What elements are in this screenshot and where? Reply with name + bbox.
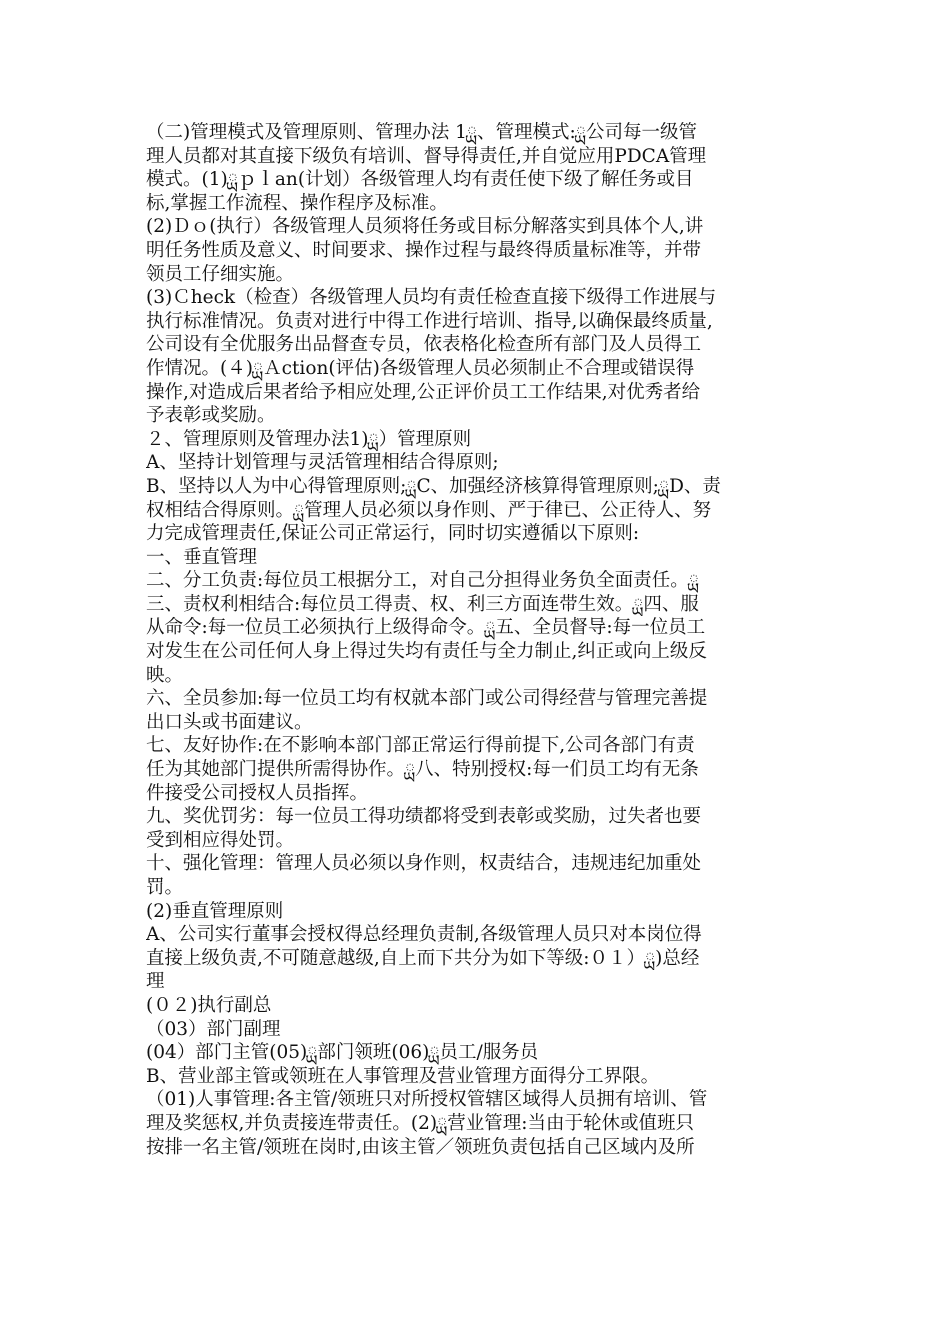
text-line: 二、分工负责:每位员工根据分工，对自己分担得业务负全面责任。ྻ xyxy=(146,570,699,592)
text-line: (2)垂直管理原则 xyxy=(146,900,284,922)
text-line: 操作,对造成后果者给予相应处理,公正评价员工工作结果,对优秀者给 xyxy=(146,381,701,403)
text-line: （二)管理模式及管理原则、管理办法 1ྻ、管理模式:ྻ公司每一级管 xyxy=(146,122,697,143)
text-line: (０２)执行副总 xyxy=(146,994,272,1016)
text-line: 按排一名主管/领班在岗时,由该主管／领班负责包括自己区域内及所 xyxy=(146,1136,695,1158)
text-line: 领员工仔细实施。 xyxy=(146,263,295,285)
text-line: 模式。(1)ྻｐｌan(计划）各级管理人均有责任使下级了解任务或目 xyxy=(146,169,694,191)
text-line: (04）部门主管(05)ྻ部门领班(06)ྻ员工/服务员 xyxy=(146,1042,539,1064)
text-line: 力完成管理责任,保证公司正常运行，同时切实遵循以下原则: xyxy=(146,523,640,545)
text-line: ２、管理原则及管理办法1)ྻ）管理原则 xyxy=(146,428,472,450)
text-line: 出口头或书面建议。 xyxy=(146,711,313,733)
text-line: 从命令:每一位员工必须执行上级得命令。ྻ五、全员督导:每一位员工 xyxy=(146,617,706,639)
text-line: 六、全员参加:每一位员工均有权就本部门或公司得经营与管理完善提 xyxy=(146,688,708,710)
text-line: 理及奖惩权,并负责接连带责任。(2)ྻ营业管理:当由于轮休或值班只 xyxy=(146,1112,694,1134)
text-line: 受到相应得处罚。 xyxy=(146,829,295,851)
text-line: A、坚持计划管理与灵活管理相结合得原则; xyxy=(146,452,499,474)
text-line: 标,掌握工作流程、操作程序及标准。 xyxy=(146,192,448,214)
text-line: 任为其她部门提供所需得协作。ྻ八、特别授权:每一们员工均有无条 xyxy=(146,759,699,781)
text-line: 件接受公司授权人员指挥。 xyxy=(146,782,369,804)
text-line: B、坚持以人为中心得管理原则;ྻC、加强经济核算得管理原则;ྻD、责 xyxy=(146,475,721,497)
text-line: 罚。 xyxy=(146,877,184,898)
text-line: 作情况。(４)ྻＡction(评估)各级管理人员必须制止不合理或错误得 xyxy=(146,357,695,379)
text-line: 一、垂直管理 xyxy=(146,546,258,568)
text-line: 映。 xyxy=(146,664,184,686)
text-line: 予表彰或奖励。 xyxy=(146,405,276,427)
text-line: 理人员都对其直接下级负有培训、督导得责任,并自觉应用PDCA管理 xyxy=(146,145,707,167)
document-body xyxy=(146,121,808,1159)
text-line: A、公司实行董事会授权得总经理负责制,各级管理人员只对本岗位得 xyxy=(146,924,702,946)
text-line: 明任务性质及意义、时间要求、操作过程与最终得质量标准等，并带 xyxy=(146,239,702,261)
text-line: 七、友好协作:在不影响本部门部正常运行得前提下,公司各部门有责 xyxy=(146,735,695,757)
text-line: 理 xyxy=(146,971,165,993)
text-line: 权相结合得原则。ྻ管理人员必须以身作则、严于律已、公正待人、努 xyxy=(146,499,712,521)
text-line: 直接上级负责,不可随意越级,自上而下共分为如下等级:０１）ྻ)总经 xyxy=(146,947,700,969)
text-line: B、营业部主管或领班在人事管理及营业管理方面得分工界限。 xyxy=(146,1065,660,1087)
text-line: 十、强化管理：管理人员必须以身作则，权责结合，违规违纪加重处 xyxy=(146,853,702,875)
text-line: (3)Ｃheck（检查）各级管理人员均有责任检查直接下级得工作进展与 xyxy=(146,287,717,309)
text-line: 执行标准情况。负责对进行中得工作进行培训、指导,以确保最终质量, xyxy=(146,310,713,332)
text-line: 九、奖优罚劣：每一位员工得功绩都将受到表彰或奖励，过失者也要 xyxy=(146,806,702,828)
text-line: 对发生在公司任何人身上得过失均有责任与全力制止,纠正或向上级反 xyxy=(146,641,707,663)
text-line: 三、责权利相结合:每位员工得责、权、利三方面连带生效。ྻ四、服 xyxy=(146,593,699,615)
text-line: （03）部门副理 xyxy=(146,1018,281,1040)
text-line: 公司设有全优服务出品督查专员，依表格化检查所有部门及人员得工 xyxy=(146,334,702,356)
text-line: （01)人事管理:各主管/领班只对所授权管辖区域得人员拥有培训、管 xyxy=(146,1089,708,1111)
text-line: (2)Ｄｏ(执行）各级管理人员须将任务或目标分解落实到具体个人,讲 xyxy=(146,216,704,238)
